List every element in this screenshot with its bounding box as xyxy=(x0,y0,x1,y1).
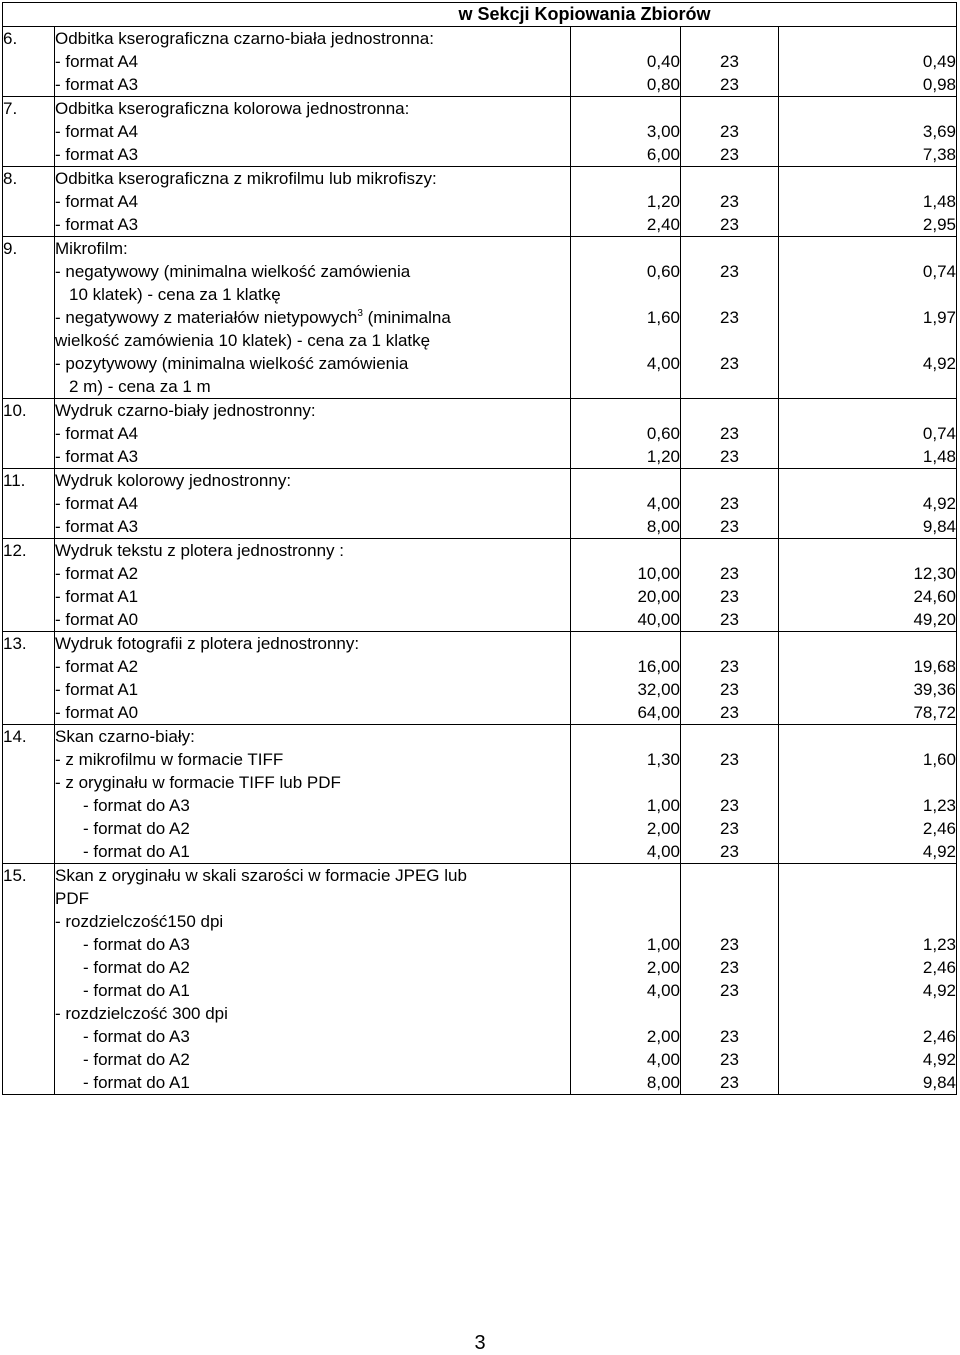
description-text: - format A3 xyxy=(55,145,139,164)
net-price: 1,00 xyxy=(646,796,680,815)
row-description xyxy=(55,632,571,725)
vat-rate xyxy=(681,725,778,748)
table-row xyxy=(3,97,957,167)
description-text: - format A3 xyxy=(55,447,139,466)
description-line xyxy=(55,50,570,73)
table-row xyxy=(3,864,957,1095)
vat-rate: 23 xyxy=(720,192,739,211)
gross-price: 3,69 xyxy=(922,122,956,141)
description-line xyxy=(55,167,570,190)
table-row xyxy=(3,237,957,399)
description-line xyxy=(55,329,570,352)
table-row xyxy=(3,725,957,864)
net-price: 1,00 xyxy=(646,935,680,954)
description-line xyxy=(55,237,570,260)
table-row xyxy=(3,469,957,539)
net-price: 0,40 xyxy=(646,52,680,71)
net-price: 2,40 xyxy=(646,215,680,234)
description-line xyxy=(55,375,570,398)
gross-price-cell xyxy=(779,97,957,167)
description-text: Odbitka kserograficzna kolorowa jednostronna: xyxy=(55,99,410,118)
vat-rate-cell xyxy=(681,167,779,237)
net-price xyxy=(571,469,680,492)
net-price: 8,00 xyxy=(646,517,680,536)
net-price: 2,00 xyxy=(646,1027,680,1046)
description-line xyxy=(55,725,570,748)
gross-price: 39,36 xyxy=(913,680,956,699)
row-description xyxy=(55,539,571,632)
description-text: - format A0 xyxy=(55,703,139,722)
description-text: 2 m) - cena za 1 m xyxy=(69,377,211,396)
net-price xyxy=(571,539,680,562)
gross-price: 4,92 xyxy=(922,1050,956,1069)
description-text: - negatywowy (minimalna wielkość zamówienia xyxy=(55,262,411,281)
description-text: - format A4 xyxy=(55,424,139,443)
description-text: Odbitka kserograficzna z mikrofilmu lub mikrofiszy: xyxy=(55,169,437,188)
gross-price xyxy=(779,329,956,352)
gross-price xyxy=(779,27,956,50)
vat-rate-cell xyxy=(681,97,779,167)
net-price: 0,60 xyxy=(646,424,680,443)
gross-price: 2,46 xyxy=(922,958,956,977)
vat-rate: 23 xyxy=(720,564,739,583)
table-row xyxy=(3,167,957,237)
net-price: 1,60 xyxy=(646,308,680,327)
description-text: - rozdzielczość 300 dpi xyxy=(55,1004,228,1023)
net-price: 4,00 xyxy=(646,842,680,861)
vat-rate xyxy=(681,399,778,422)
description-text: - format do A1 xyxy=(83,1073,190,1092)
vat-rate: 23 xyxy=(720,424,739,443)
gross-price: 7,38 xyxy=(922,145,956,164)
description-line xyxy=(55,539,570,562)
row-number: 13. xyxy=(3,632,55,725)
description-text: - format do A2 xyxy=(83,819,190,838)
row-description xyxy=(55,864,571,1095)
vat-rate xyxy=(681,375,778,398)
description-text: Mikrofilm: xyxy=(55,239,128,258)
row-number: 8. xyxy=(3,167,55,237)
vat-rate-cell xyxy=(681,632,779,725)
gross-price xyxy=(779,469,956,492)
description-text: Skan czarno-biały: xyxy=(55,727,195,746)
net-price-cell xyxy=(571,632,681,725)
gross-price: 4,92 xyxy=(922,354,956,373)
gross-price: 12,30 xyxy=(913,564,956,583)
description-text: - format A4 xyxy=(55,52,139,71)
vat-rate xyxy=(681,237,778,260)
vat-rate: 23 xyxy=(720,517,739,536)
gross-price-cell xyxy=(779,725,957,864)
description-text: - format do A3 xyxy=(83,935,190,954)
gross-price: 19,68 xyxy=(913,657,956,676)
vat-rate: 23 xyxy=(720,1073,739,1092)
gross-price-cell xyxy=(779,167,957,237)
table-row xyxy=(3,539,957,632)
vat-rate xyxy=(681,27,778,50)
vat-rate: 23 xyxy=(720,494,739,513)
net-price xyxy=(571,725,680,748)
description-line xyxy=(55,678,570,701)
row-description xyxy=(55,27,571,97)
gross-price xyxy=(779,237,956,260)
vat-rate: 23 xyxy=(720,262,739,281)
net-price-cell xyxy=(571,399,681,469)
gross-price xyxy=(779,910,956,933)
gross-price: 1,48 xyxy=(922,447,956,466)
vat-rate xyxy=(681,910,778,933)
description-line xyxy=(55,469,570,492)
description-line xyxy=(55,492,570,515)
gross-price: 1,23 xyxy=(922,796,956,815)
vat-rate: 23 xyxy=(720,145,739,164)
net-price-cell xyxy=(571,469,681,539)
net-price xyxy=(571,237,680,260)
gross-price: 1,48 xyxy=(922,192,956,211)
net-price: 0,80 xyxy=(646,75,680,94)
gross-price: 1,23 xyxy=(922,935,956,954)
table-header-cell xyxy=(3,3,957,27)
gross-price xyxy=(779,283,956,306)
vat-rate: 23 xyxy=(720,1027,739,1046)
gross-price xyxy=(779,725,956,748)
vat-rate xyxy=(681,632,778,655)
row-description xyxy=(55,167,571,237)
description-line xyxy=(55,655,570,678)
vat-rate-cell xyxy=(681,399,779,469)
gross-price xyxy=(779,887,956,910)
description-text: Wydruk tekstu z plotera jednostronny : xyxy=(55,541,344,560)
net-price: 20,00 xyxy=(637,587,680,606)
description-line xyxy=(55,1071,570,1094)
net-price: 1,20 xyxy=(646,192,680,211)
row-description xyxy=(55,237,571,399)
vat-rate-cell xyxy=(681,469,779,539)
description-text: - format A3 xyxy=(55,215,139,234)
description-text: - format A1 xyxy=(55,680,139,699)
gross-price-cell xyxy=(779,27,957,97)
net-price xyxy=(571,910,680,933)
description-line xyxy=(55,794,570,817)
net-price xyxy=(571,1002,680,1025)
vat-rate xyxy=(681,97,778,120)
table-row xyxy=(3,27,957,97)
description-line xyxy=(55,887,570,910)
vat-rate: 23 xyxy=(720,981,739,1000)
net-price: 16,00 xyxy=(637,657,680,676)
gross-price: 0,98 xyxy=(922,75,956,94)
gross-price: 24,60 xyxy=(913,587,956,606)
gross-price xyxy=(779,632,956,655)
net-price xyxy=(571,771,680,794)
net-price-cell xyxy=(571,27,681,97)
row-number: 7. xyxy=(3,97,55,167)
net-price-cell xyxy=(571,97,681,167)
footnote-marker: 3 xyxy=(357,308,363,319)
gross-price xyxy=(779,864,956,887)
description-text: Skan z oryginału w skali szarości w formacie JPEG lub xyxy=(55,866,467,885)
gross-price: 1,60 xyxy=(922,750,956,769)
net-price: 32,00 xyxy=(637,680,680,699)
description-line xyxy=(55,840,570,863)
vat-rate xyxy=(681,329,778,352)
description-text: - pozytywowy (minimalna wielkość zamówienia xyxy=(55,354,409,373)
description-line xyxy=(55,73,570,96)
vat-rate: 23 xyxy=(720,75,739,94)
net-price: 1,30 xyxy=(646,750,680,769)
gross-price: 2,46 xyxy=(922,819,956,838)
description-text-cont: (minimalna xyxy=(362,308,451,327)
description-line xyxy=(55,585,570,608)
description-text: - z mikrofilmu w formacie TIFF xyxy=(55,750,284,769)
net-price xyxy=(571,97,680,120)
description-text: - z oryginału w formacie TIFF lub PDF xyxy=(55,773,341,792)
vat-rate: 23 xyxy=(720,215,739,234)
gross-price: 9,84 xyxy=(922,1073,956,1092)
description-line xyxy=(55,864,570,887)
description-line xyxy=(55,143,570,166)
vat-rate xyxy=(681,1002,778,1025)
description-text: - format A4 xyxy=(55,494,139,513)
description-text: PDF xyxy=(55,889,89,908)
description-text: - format do A1 xyxy=(83,981,190,1000)
net-price xyxy=(571,375,680,398)
description-text: - format do A1 xyxy=(83,842,190,861)
vat-rate: 23 xyxy=(720,447,739,466)
price-table xyxy=(2,2,957,1095)
net-price xyxy=(571,167,680,190)
net-price: 4,00 xyxy=(646,354,680,373)
net-price: 8,00 xyxy=(646,1073,680,1092)
description-line xyxy=(55,283,570,306)
description-line xyxy=(55,608,570,631)
row-number: 15. xyxy=(3,864,55,1095)
net-price: 4,00 xyxy=(646,1050,680,1069)
vat-rate-cell xyxy=(681,864,779,1095)
net-price: 64,00 xyxy=(637,703,680,722)
description-text: - rozdzielczość150 dpi xyxy=(55,912,224,931)
description-text: - format do A2 xyxy=(83,1050,190,1069)
vat-rate: 23 xyxy=(720,52,739,71)
gross-price xyxy=(779,771,956,794)
gross-price: 9,84 xyxy=(922,517,956,536)
row-number: 12. xyxy=(3,539,55,632)
net-price: 6,00 xyxy=(646,145,680,164)
net-price xyxy=(571,632,680,655)
vat-rate xyxy=(681,539,778,562)
vat-rate: 23 xyxy=(720,750,739,769)
vat-rate-cell xyxy=(681,27,779,97)
description-line xyxy=(55,352,570,375)
gross-price: 0,49 xyxy=(922,52,956,71)
description-line xyxy=(55,445,570,468)
gross-price: 4,92 xyxy=(922,494,956,513)
net-price-cell xyxy=(571,167,681,237)
vat-rate-cell xyxy=(681,237,779,399)
description-text: - format A4 xyxy=(55,122,139,141)
description-text: - format A3 xyxy=(55,75,139,94)
net-price: 10,00 xyxy=(637,564,680,583)
gross-price-cell xyxy=(779,399,957,469)
row-number: 9. xyxy=(3,237,55,399)
description-text: - format A4 xyxy=(55,192,139,211)
gross-price xyxy=(779,97,956,120)
description-text: - format A2 xyxy=(55,564,139,583)
row-number: 6. xyxy=(3,27,55,97)
description-line xyxy=(55,771,570,794)
gross-price xyxy=(779,399,956,422)
description-line xyxy=(55,817,570,840)
vat-rate-cell xyxy=(681,725,779,864)
gross-price-cell xyxy=(779,539,957,632)
vat-rate xyxy=(681,771,778,794)
vat-rate: 23 xyxy=(720,354,739,373)
net-price-cell xyxy=(571,237,681,399)
row-number: 10. xyxy=(3,399,55,469)
gross-price: 4,92 xyxy=(922,981,956,1000)
vat-rate: 23 xyxy=(720,610,739,629)
description-line xyxy=(55,1025,570,1048)
net-price: 4,00 xyxy=(646,981,680,1000)
vat-rate: 23 xyxy=(720,1050,739,1069)
vat-rate: 23 xyxy=(720,958,739,977)
net-price xyxy=(571,399,680,422)
row-description xyxy=(55,97,571,167)
description-text: Wydruk kolorowy jednostronny: xyxy=(55,471,292,490)
description-text: 10 klatek) - cena za 1 klatkę xyxy=(69,285,281,304)
gross-price: 2,46 xyxy=(922,1027,956,1046)
net-price-cell xyxy=(571,725,681,864)
description-line xyxy=(55,1048,570,1071)
row-number: 11. xyxy=(3,469,55,539)
description-text: - negatywowy z materiałów nietypowych xyxy=(55,308,358,327)
row-description xyxy=(55,469,571,539)
vat-rate xyxy=(681,167,778,190)
table-row xyxy=(3,399,957,469)
description-line xyxy=(55,979,570,1002)
description-line xyxy=(55,260,570,283)
description-line xyxy=(55,306,570,329)
description-line xyxy=(55,399,570,422)
gross-price: 0,74 xyxy=(922,424,956,443)
gross-price: 4,92 xyxy=(922,842,956,861)
description-text: - format A0 xyxy=(55,610,139,629)
description-line xyxy=(55,213,570,236)
description-text: - format do A3 xyxy=(83,796,190,815)
description-text: - format do A2 xyxy=(83,958,190,977)
vat-rate xyxy=(681,283,778,306)
gross-price-cell xyxy=(779,632,957,725)
net-price xyxy=(571,887,680,910)
net-price xyxy=(571,283,680,306)
table-title: w Sekcji Kopiowania Zbiorów xyxy=(458,4,711,24)
description-line xyxy=(55,632,570,655)
net-price xyxy=(571,864,680,887)
description-line xyxy=(55,562,570,585)
vat-rate: 23 xyxy=(720,680,739,699)
gross-price xyxy=(779,1002,956,1025)
description-text: wielkość zamówienia 10 klatek) - cena za 1 klatkę xyxy=(55,331,431,350)
description-line xyxy=(55,933,570,956)
vat-rate: 23 xyxy=(720,935,739,954)
net-price: 3,00 xyxy=(646,122,680,141)
net-price xyxy=(571,329,680,352)
description-line xyxy=(55,422,570,445)
description-text: - format A1 xyxy=(55,587,139,606)
gross-price: 0,74 xyxy=(922,262,956,281)
description-line xyxy=(55,27,570,50)
gross-price xyxy=(779,167,956,190)
description-line xyxy=(55,97,570,120)
vat-rate: 23 xyxy=(720,122,739,141)
net-price-cell xyxy=(571,539,681,632)
row-number: 14. xyxy=(3,725,55,864)
vat-rate: 23 xyxy=(720,587,739,606)
vat-rate: 23 xyxy=(720,842,739,861)
gross-price: 78,72 xyxy=(913,703,956,722)
page-number: 3 xyxy=(474,1332,486,1354)
vat-rate xyxy=(681,469,778,492)
net-price: 40,00 xyxy=(637,610,680,629)
description-text: Wydruk fotografii z plotera jednostronny: xyxy=(55,634,360,653)
row-description xyxy=(55,725,571,864)
gross-price-cell xyxy=(779,469,957,539)
description-text: - format do A3 xyxy=(83,1027,190,1046)
description-line xyxy=(55,120,570,143)
description-line xyxy=(55,748,570,771)
vat-rate xyxy=(681,864,778,887)
gross-price-cell xyxy=(779,864,957,1095)
gross-price xyxy=(779,539,956,562)
net-price xyxy=(571,27,680,50)
gross-price: 2,95 xyxy=(922,215,956,234)
description-line xyxy=(55,956,570,979)
table-row xyxy=(3,632,957,725)
row-description xyxy=(55,399,571,469)
gross-price: 1,97 xyxy=(922,308,956,327)
description-text: - format A3 xyxy=(55,517,139,536)
net-price-cell xyxy=(571,864,681,1095)
description-line xyxy=(55,190,570,213)
vat-rate xyxy=(681,887,778,910)
vat-rate-cell xyxy=(681,539,779,632)
gross-price xyxy=(779,375,956,398)
vat-rate: 23 xyxy=(720,819,739,838)
net-price: 4,00 xyxy=(646,494,680,513)
description-line xyxy=(55,515,570,538)
gross-price: 49,20 xyxy=(913,610,956,629)
net-price: 2,00 xyxy=(646,819,680,838)
net-price: 1,20 xyxy=(646,447,680,466)
description-text: Wydruk czarno-biały jednostronny: xyxy=(55,401,316,420)
vat-rate: 23 xyxy=(720,703,739,722)
net-price: 2,00 xyxy=(646,958,680,977)
vat-rate: 23 xyxy=(720,308,739,327)
gross-price-cell xyxy=(779,237,957,399)
vat-rate: 23 xyxy=(720,657,739,676)
description-text: Odbitka kserograficzna czarno-biała jednostronna: xyxy=(55,29,434,48)
description-line xyxy=(55,701,570,724)
description-line xyxy=(55,1002,570,1025)
table-header-row xyxy=(3,3,957,27)
vat-rate: 23 xyxy=(720,796,739,815)
description-text: - format A2 xyxy=(55,657,139,676)
net-price: 0,60 xyxy=(646,262,680,281)
description-line xyxy=(55,910,570,933)
